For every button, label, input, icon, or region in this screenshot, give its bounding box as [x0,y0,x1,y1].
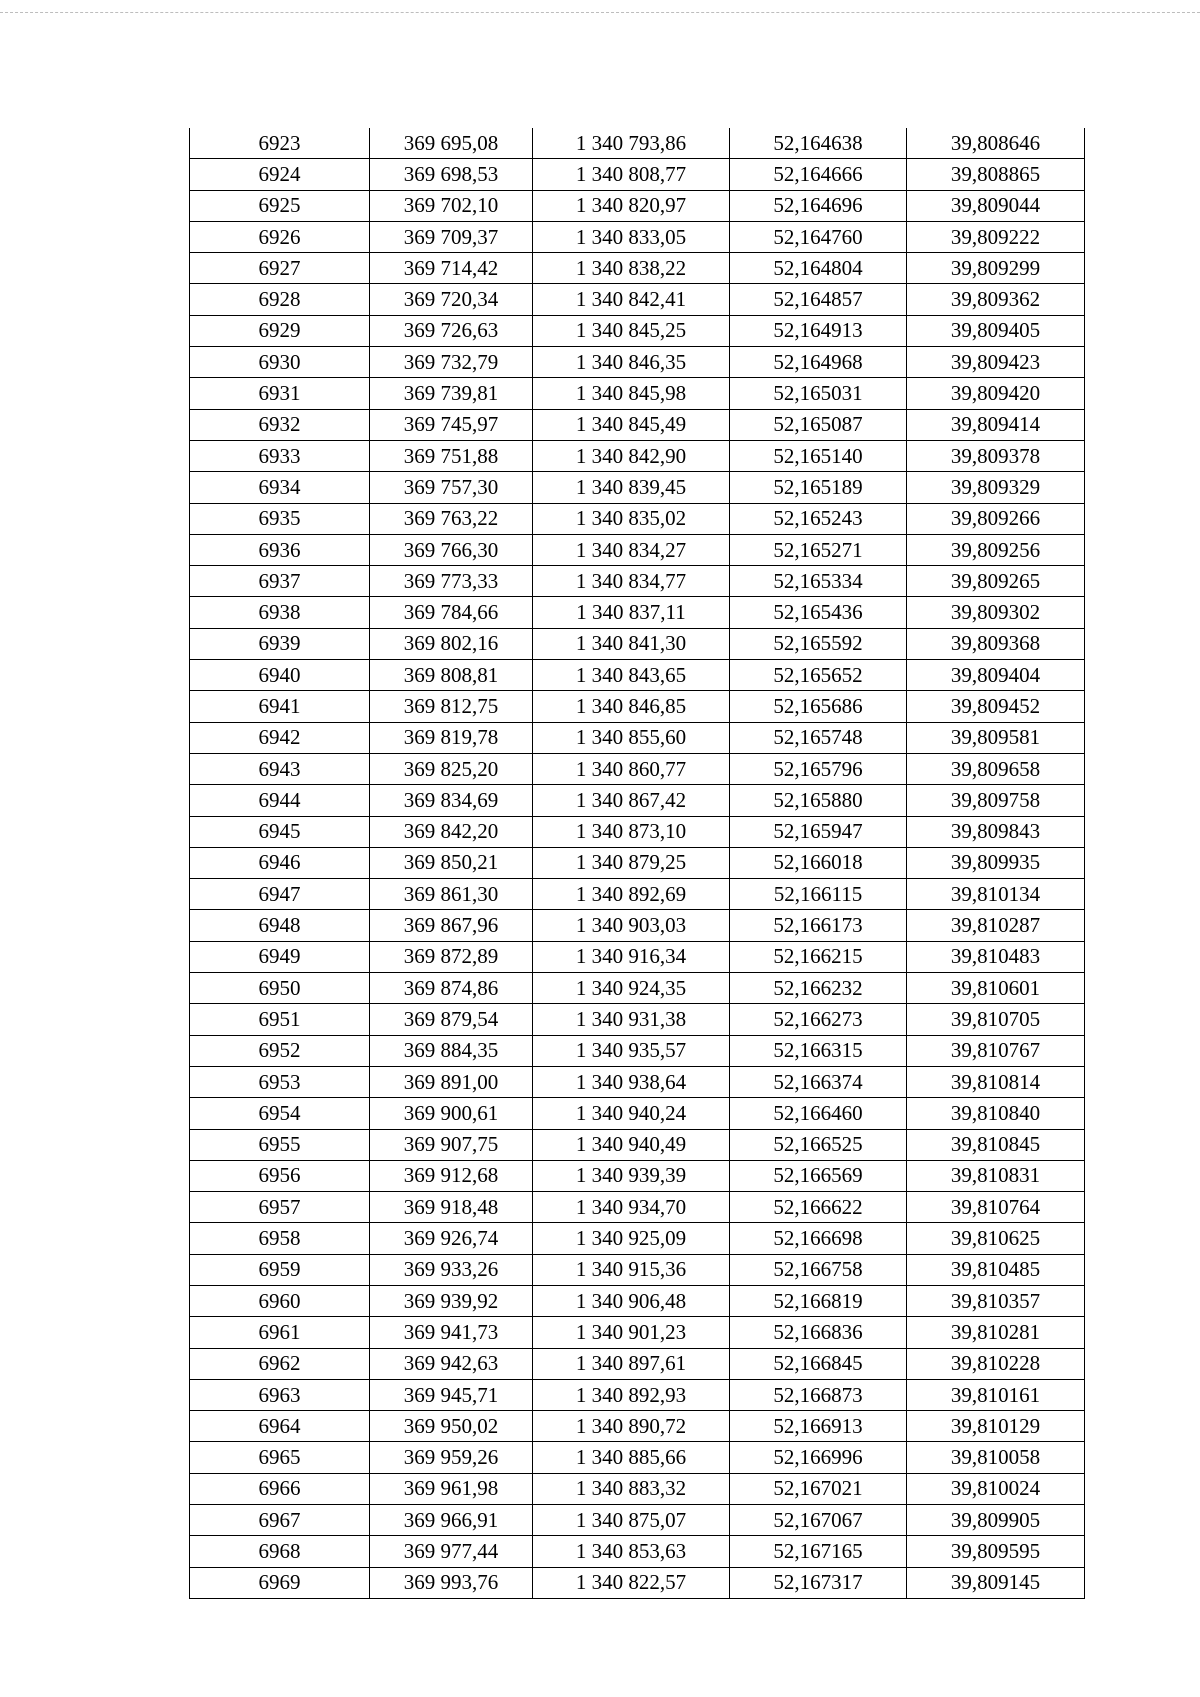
table-row [190,128,1085,159]
x-coordinate-cell: 369 884,35 [370,1035,533,1066]
y-coordinate-cell: 1 340 834,27 [533,534,730,565]
longitude-cell: 39,810625 [907,1223,1085,1254]
point-id-cell: 6926 [190,221,370,252]
point-id-cell: 6964 [190,1411,370,1442]
latitude-cell: 52,166873 [730,1379,907,1410]
latitude-cell: 52,166018 [730,847,907,878]
x-coordinate-cell: 369 709,37 [370,221,533,252]
point-id-cell: 6939 [190,628,370,659]
longitude-cell: 39,809044 [907,190,1085,221]
y-coordinate-cell: 1 340 879,25 [533,847,730,878]
y-coordinate-cell: 1 340 839,45 [533,472,730,503]
y-coordinate-cell: 1 340 873,10 [533,816,730,847]
latitude-cell: 52,165880 [730,785,907,816]
longitude-cell: 39,810129 [907,1411,1085,1442]
latitude-cell: 52,165592 [730,628,907,659]
latitude-cell: 52,167165 [730,1536,907,1567]
y-coordinate-cell: 1 340 867,42 [533,785,730,816]
x-coordinate-cell: 369 834,69 [370,785,533,816]
y-coordinate-cell: 1 340 855,60 [533,722,730,753]
point-id-cell: 6957 [190,1192,370,1223]
x-coordinate-cell: 369 702,10 [370,190,533,221]
table-row [190,1348,1085,1379]
latitude-cell: 52,166569 [730,1160,907,1191]
longitude-cell: 39,810840 [907,1098,1085,1129]
x-coordinate-cell: 369 879,54 [370,1004,533,1035]
y-coordinate-cell: 1 340 846,35 [533,347,730,378]
y-coordinate-cell: 1 340 901,23 [533,1317,730,1348]
y-coordinate-cell: 1 340 939,39 [533,1160,730,1191]
point-id-cell: 6950 [190,973,370,1004]
y-coordinate-cell: 1 340 915,36 [533,1254,730,1285]
point-id-cell: 6928 [190,284,370,315]
longitude-cell: 39,810161 [907,1379,1085,1410]
table-row [190,284,1085,315]
table-row [190,879,1085,910]
longitude-cell: 39,809404 [907,660,1085,691]
latitude-cell: 52,164760 [730,221,907,252]
latitude-cell: 52,166996 [730,1442,907,1473]
latitude-cell: 52,165243 [730,503,907,534]
longitude-cell: 39,810767 [907,1035,1085,1066]
longitude-cell: 39,809266 [907,503,1085,534]
longitude-cell: 39,809595 [907,1536,1085,1567]
longitude-cell: 39,809368 [907,628,1085,659]
longitude-cell: 39,810058 [907,1442,1085,1473]
table-row [190,190,1085,221]
y-coordinate-cell: 1 340 842,90 [533,440,730,471]
point-id-cell: 6969 [190,1567,370,1598]
x-coordinate-cell: 369 825,20 [370,753,533,784]
longitude-cell: 39,809452 [907,691,1085,722]
y-coordinate-cell: 1 340 897,61 [533,1348,730,1379]
x-coordinate-cell: 369 784,66 [370,597,533,628]
x-coordinate-cell: 369 966,91 [370,1505,533,1536]
latitude-cell: 52,166845 [730,1348,907,1379]
point-id-cell: 6934 [190,472,370,503]
y-coordinate-cell: 1 340 938,64 [533,1066,730,1097]
table-row [190,534,1085,565]
table-row [190,1192,1085,1223]
y-coordinate-cell: 1 340 903,03 [533,910,730,941]
table-row [190,409,1085,440]
y-coordinate-cell: 1 340 837,11 [533,597,730,628]
point-id-cell: 6958 [190,1223,370,1254]
y-coordinate-cell: 1 340 808,77 [533,159,730,190]
y-coordinate-cell: 1 340 820,97 [533,190,730,221]
point-id-cell: 6949 [190,941,370,972]
point-id-cell: 6968 [190,1536,370,1567]
x-coordinate-cell: 369 874,86 [370,973,533,1004]
y-coordinate-cell: 1 340 846,85 [533,691,730,722]
point-id-cell: 6932 [190,409,370,440]
x-coordinate-cell: 369 900,61 [370,1098,533,1129]
table-row [190,691,1085,722]
table-row [190,472,1085,503]
table-row [190,973,1085,1004]
longitude-cell: 39,809222 [907,221,1085,252]
point-id-cell: 6925 [190,190,370,221]
point-id-cell: 6936 [190,534,370,565]
coordinates-table-body [190,128,1085,1598]
x-coordinate-cell: 369 720,34 [370,284,533,315]
latitude-cell: 52,166232 [730,973,907,1004]
table-row [190,378,1085,409]
point-id-cell: 6943 [190,753,370,784]
latitude-cell: 52,165271 [730,534,907,565]
x-coordinate-cell: 369 950,02 [370,1411,533,1442]
table-row [190,1442,1085,1473]
x-coordinate-cell: 369 732,79 [370,347,533,378]
x-coordinate-cell: 369 763,22 [370,503,533,534]
longitude-cell: 39,809302 [907,597,1085,628]
table-row [190,315,1085,346]
latitude-cell: 52,167317 [730,1567,907,1598]
y-coordinate-cell: 1 340 931,38 [533,1004,730,1035]
table-row [190,597,1085,628]
longitude-cell: 39,809265 [907,566,1085,597]
y-coordinate-cell: 1 340 853,63 [533,1536,730,1567]
point-id-cell: 6962 [190,1348,370,1379]
latitude-cell: 52,165140 [730,440,907,471]
x-coordinate-cell: 369 751,88 [370,440,533,471]
x-coordinate-cell: 369 891,00 [370,1066,533,1097]
longitude-cell: 39,810281 [907,1317,1085,1348]
y-coordinate-cell: 1 340 892,69 [533,879,730,910]
longitude-cell: 39,808865 [907,159,1085,190]
x-coordinate-cell: 369 993,76 [370,1567,533,1598]
latitude-cell: 52,167067 [730,1505,907,1536]
table-row [190,816,1085,847]
y-coordinate-cell: 1 340 875,07 [533,1505,730,1536]
y-coordinate-cell: 1 340 916,34 [533,941,730,972]
x-coordinate-cell: 369 872,89 [370,941,533,972]
longitude-cell: 39,809843 [907,816,1085,847]
table-row [190,1567,1085,1598]
y-coordinate-cell: 1 340 906,48 [533,1285,730,1316]
y-coordinate-cell: 1 340 892,93 [533,1379,730,1410]
point-id-cell: 6940 [190,660,370,691]
y-coordinate-cell: 1 340 934,70 [533,1192,730,1223]
table-row [190,159,1085,190]
point-id-cell: 6935 [190,503,370,534]
table-row [190,253,1085,284]
y-coordinate-cell: 1 340 834,77 [533,566,730,597]
latitude-cell: 52,165189 [730,472,907,503]
x-coordinate-cell: 369 959,26 [370,1442,533,1473]
point-id-cell: 6963 [190,1379,370,1410]
latitude-cell: 52,166913 [730,1411,907,1442]
table-row [190,566,1085,597]
table-row [190,1129,1085,1160]
latitude-cell: 52,164804 [730,253,907,284]
longitude-cell: 39,810705 [907,1004,1085,1035]
x-coordinate-cell: 369 867,96 [370,910,533,941]
point-id-cell: 6924 [190,159,370,190]
longitude-cell: 39,809145 [907,1567,1085,1598]
latitude-cell: 52,165334 [730,566,907,597]
longitude-cell: 39,810831 [907,1160,1085,1191]
table-row [190,1285,1085,1316]
latitude-cell: 52,165436 [730,597,907,628]
longitude-cell: 39,809658 [907,753,1085,784]
table-row [190,1411,1085,1442]
x-coordinate-cell: 369 695,08 [370,128,533,159]
y-coordinate-cell: 1 340 924,35 [533,973,730,1004]
table-row [190,1004,1085,1035]
x-coordinate-cell: 369 698,53 [370,159,533,190]
point-id-cell: 6965 [190,1442,370,1473]
longitude-cell: 39,809581 [907,722,1085,753]
table-row [190,1035,1085,1066]
latitude-cell: 52,164857 [730,284,907,315]
x-coordinate-cell: 369 739,81 [370,378,533,409]
point-id-cell: 6937 [190,566,370,597]
y-coordinate-cell: 1 340 838,22 [533,253,730,284]
latitude-cell: 52,165087 [730,409,907,440]
latitude-cell: 52,164696 [730,190,907,221]
longitude-cell: 39,810024 [907,1473,1085,1504]
x-coordinate-cell: 369 945,71 [370,1379,533,1410]
x-coordinate-cell: 369 861,30 [370,879,533,910]
x-coordinate-cell: 369 802,16 [370,628,533,659]
longitude-cell: 39,810764 [907,1192,1085,1223]
x-coordinate-cell: 369 714,42 [370,253,533,284]
point-id-cell: 6948 [190,910,370,941]
longitude-cell: 39,809420 [907,378,1085,409]
longitude-cell: 39,809256 [907,534,1085,565]
latitude-cell: 52,164968 [730,347,907,378]
y-coordinate-cell: 1 340 833,05 [533,221,730,252]
x-coordinate-cell: 369 941,73 [370,1317,533,1348]
point-id-cell: 6967 [190,1505,370,1536]
table-row [190,503,1085,534]
latitude-cell: 52,167021 [730,1473,907,1504]
table-row [190,1317,1085,1348]
y-coordinate-cell: 1 340 935,57 [533,1035,730,1066]
longitude-cell: 39,809299 [907,253,1085,284]
latitude-cell: 52,165748 [730,722,907,753]
x-coordinate-cell: 369 812,75 [370,691,533,722]
longitude-cell: 39,810485 [907,1254,1085,1285]
x-coordinate-cell: 369 918,48 [370,1192,533,1223]
table-row [190,1536,1085,1567]
point-id-cell: 6933 [190,440,370,471]
point-id-cell: 6951 [190,1004,370,1035]
x-coordinate-cell: 369 808,81 [370,660,533,691]
point-id-cell: 6960 [190,1285,370,1316]
x-coordinate-cell: 369 726,63 [370,315,533,346]
longitude-cell: 39,810287 [907,910,1085,941]
latitude-cell: 52,165686 [730,691,907,722]
x-coordinate-cell: 369 926,74 [370,1223,533,1254]
longitude-cell: 39,810814 [907,1066,1085,1097]
x-coordinate-cell: 369 850,21 [370,847,533,878]
point-id-cell: 6941 [190,691,370,722]
y-coordinate-cell: 1 340 883,32 [533,1473,730,1504]
y-coordinate-cell: 1 340 835,02 [533,503,730,534]
table-row [190,1473,1085,1504]
page-top-rule [0,12,1200,13]
y-coordinate-cell: 1 340 842,41 [533,284,730,315]
longitude-cell: 39,809758 [907,785,1085,816]
table-row [190,1379,1085,1410]
latitude-cell: 52,166273 [730,1004,907,1035]
longitude-cell: 39,809362 [907,284,1085,315]
x-coordinate-cell: 369 766,30 [370,534,533,565]
point-id-cell: 6946 [190,847,370,878]
latitude-cell: 52,166315 [730,1035,907,1066]
table-row [190,440,1085,471]
table-row [190,1098,1085,1129]
point-id-cell: 6944 [190,785,370,816]
table-row [190,1066,1085,1097]
x-coordinate-cell: 369 977,44 [370,1536,533,1567]
table-row [190,1254,1085,1285]
table-row [190,347,1085,378]
y-coordinate-cell: 1 340 890,72 [533,1411,730,1442]
point-id-cell: 6959 [190,1254,370,1285]
y-coordinate-cell: 1 340 885,66 [533,1442,730,1473]
coordinates-table [189,128,1085,1599]
latitude-cell: 52,166525 [730,1129,907,1160]
latitude-cell: 52,165031 [730,378,907,409]
table-row [190,941,1085,972]
y-coordinate-cell: 1 340 940,49 [533,1129,730,1160]
point-id-cell: 6956 [190,1160,370,1191]
longitude-cell: 39,809905 [907,1505,1085,1536]
point-id-cell: 6954 [190,1098,370,1129]
y-coordinate-cell: 1 340 925,09 [533,1223,730,1254]
latitude-cell: 52,164638 [730,128,907,159]
x-coordinate-cell: 369 961,98 [370,1473,533,1504]
latitude-cell: 52,166836 [730,1317,907,1348]
latitude-cell: 52,166215 [730,941,907,972]
longitude-cell: 39,809405 [907,315,1085,346]
latitude-cell: 52,164913 [730,315,907,346]
y-coordinate-cell: 1 340 793,86 [533,128,730,159]
point-id-cell: 6945 [190,816,370,847]
point-id-cell: 6952 [190,1035,370,1066]
table-row [190,221,1085,252]
y-coordinate-cell: 1 340 822,57 [533,1567,730,1598]
x-coordinate-cell: 369 942,63 [370,1348,533,1379]
point-id-cell: 6923 [190,128,370,159]
latitude-cell: 52,165796 [730,753,907,784]
longitude-cell: 39,809329 [907,472,1085,503]
longitude-cell: 39,810845 [907,1129,1085,1160]
point-id-cell: 6931 [190,378,370,409]
table-row [190,628,1085,659]
longitude-cell: 39,809414 [907,409,1085,440]
x-coordinate-cell: 369 745,97 [370,409,533,440]
table-row [190,722,1085,753]
point-id-cell: 6930 [190,347,370,378]
latitude-cell: 52,166698 [730,1223,907,1254]
latitude-cell: 52,165652 [730,660,907,691]
point-id-cell: 6953 [190,1066,370,1097]
y-coordinate-cell: 1 340 845,25 [533,315,730,346]
latitude-cell: 52,166173 [730,910,907,941]
table-row [190,1223,1085,1254]
longitude-cell: 39,809423 [907,347,1085,378]
x-coordinate-cell: 369 933,26 [370,1254,533,1285]
y-coordinate-cell: 1 340 940,24 [533,1098,730,1129]
x-coordinate-cell: 369 819,78 [370,722,533,753]
x-coordinate-cell: 369 939,92 [370,1285,533,1316]
latitude-cell: 52,164666 [730,159,907,190]
longitude-cell: 39,810228 [907,1348,1085,1379]
point-id-cell: 6947 [190,879,370,910]
point-id-cell: 6961 [190,1317,370,1348]
y-coordinate-cell: 1 340 843,65 [533,660,730,691]
longitude-cell: 39,808646 [907,128,1085,159]
latitude-cell: 52,165947 [730,816,907,847]
y-coordinate-cell: 1 340 845,98 [533,378,730,409]
latitude-cell: 52,166115 [730,879,907,910]
y-coordinate-cell: 1 340 845,49 [533,409,730,440]
point-id-cell: 6929 [190,315,370,346]
point-id-cell: 6942 [190,722,370,753]
x-coordinate-cell: 369 757,30 [370,472,533,503]
latitude-cell: 52,166622 [730,1192,907,1223]
table-row [190,1160,1085,1191]
y-coordinate-cell: 1 340 860,77 [533,753,730,784]
latitude-cell: 52,166374 [730,1066,907,1097]
longitude-cell: 39,810483 [907,941,1085,972]
latitude-cell: 52,166460 [730,1098,907,1129]
latitude-cell: 52,166758 [730,1254,907,1285]
x-coordinate-cell: 369 912,68 [370,1160,533,1191]
table-row [190,910,1085,941]
longitude-cell: 39,809378 [907,440,1085,471]
table-row [190,785,1085,816]
longitude-cell: 39,810134 [907,879,1085,910]
x-coordinate-cell: 369 907,75 [370,1129,533,1160]
table-row [190,1505,1085,1536]
point-id-cell: 6966 [190,1473,370,1504]
point-id-cell: 6927 [190,253,370,284]
longitude-cell: 39,810357 [907,1285,1085,1316]
table-row [190,660,1085,691]
longitude-cell: 39,810601 [907,973,1085,1004]
table-row [190,753,1085,784]
x-coordinate-cell: 369 773,33 [370,566,533,597]
longitude-cell: 39,809935 [907,847,1085,878]
point-id-cell: 6955 [190,1129,370,1160]
latitude-cell: 52,166819 [730,1285,907,1316]
y-coordinate-cell: 1 340 841,30 [533,628,730,659]
table-row [190,847,1085,878]
x-coordinate-cell: 369 842,20 [370,816,533,847]
point-id-cell: 6938 [190,597,370,628]
